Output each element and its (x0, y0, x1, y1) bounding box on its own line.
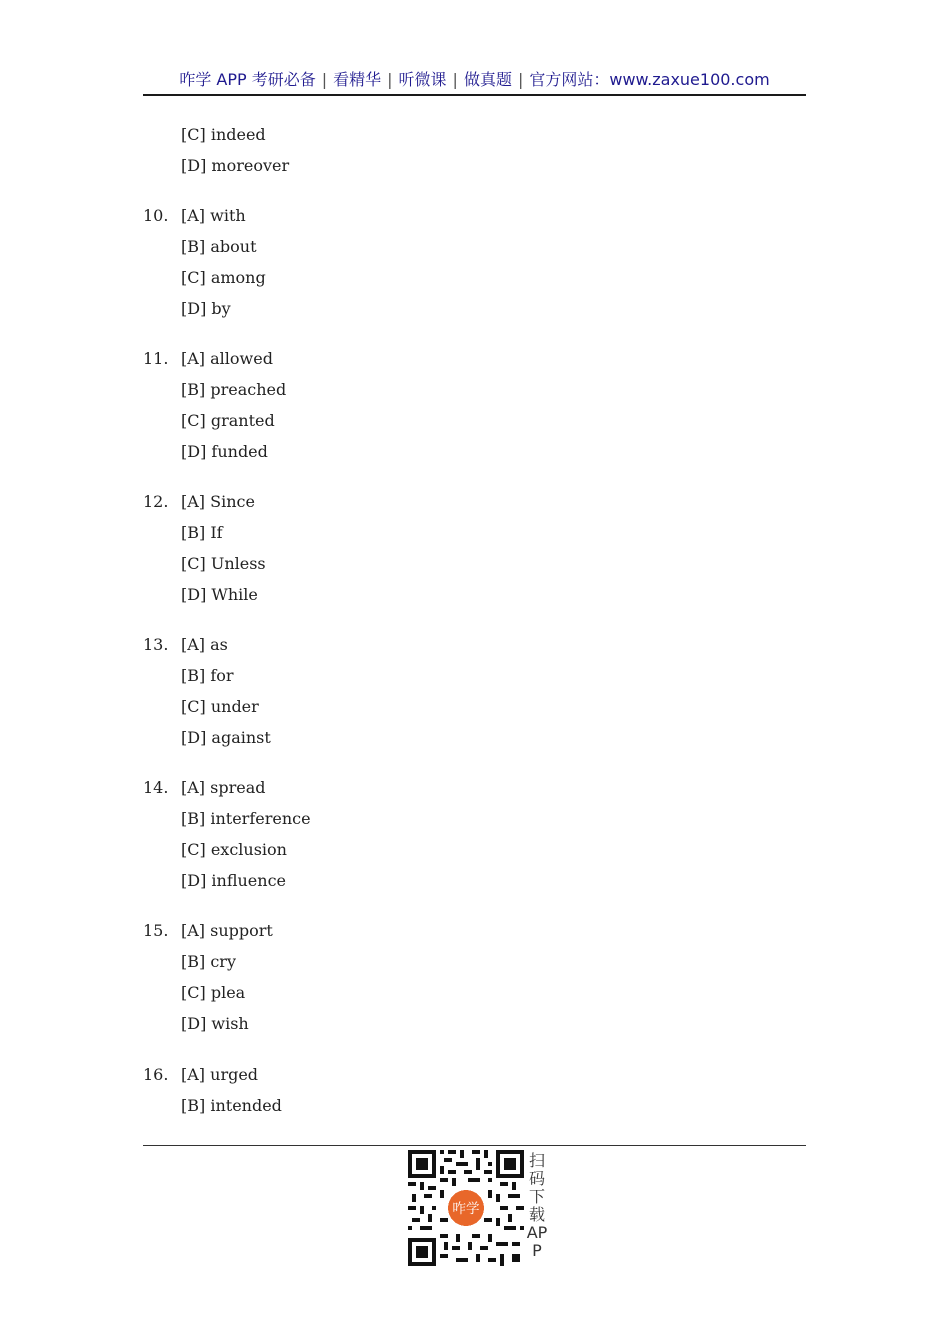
qr-caption: 扫码下载APP (526, 1151, 548, 1260)
option-letter: [B] (181, 1096, 206, 1115)
header-item-real-exams: 做真题 (463, 70, 512, 89)
option-text: granted (210, 411, 275, 430)
option-text: among (210, 268, 266, 287)
option-letter: [D] (181, 728, 207, 747)
option-letter: [B] (181, 237, 206, 256)
option-text: indeed (210, 125, 266, 144)
header-separator: | (517, 70, 524, 89)
option-text: spread (210, 778, 266, 797)
option-text: Since (210, 492, 255, 511)
option-letter: [D] (181, 299, 207, 318)
option-letter: [D] (181, 156, 207, 175)
option-text: about (210, 237, 257, 256)
option-letter: [B] (181, 809, 206, 828)
option-text: as (210, 635, 228, 654)
option-text: moreover (211, 156, 290, 175)
option-text: exclusion (210, 840, 287, 859)
option-letter: [D] (181, 871, 207, 890)
option-letter: [B] (181, 666, 206, 685)
option-letter: [B] (181, 380, 206, 399)
option-letter: [C] (181, 697, 206, 716)
option-text: Unless (210, 554, 266, 573)
option-text: cry (210, 952, 236, 971)
option-text: preached (210, 380, 287, 399)
footer-divider (143, 1145, 806, 1146)
logo-text: 咋学 (452, 1201, 480, 1218)
option-text: funded (211, 442, 268, 461)
qr-code-icon[interactable] (408, 1150, 524, 1266)
option-text: influence (211, 871, 287, 890)
option-letter: [A] (181, 206, 206, 225)
option-letter: [A] (181, 349, 206, 368)
option-text: intended (210, 1096, 282, 1115)
question-number: 11. (143, 349, 169, 368)
option-letter: [D] (181, 585, 207, 604)
option-text: wish (211, 1014, 249, 1033)
question-number: 14. (143, 778, 169, 797)
question-number: 15. (143, 921, 169, 940)
question-number: 13. (143, 635, 169, 654)
option-text: under (210, 697, 259, 716)
header-item-highlights: 看精华 (333, 70, 382, 89)
header-site-url[interactable]: www.zaxue100.com (609, 70, 770, 89)
option-letter: [C] (181, 840, 206, 859)
option-text: allowed (210, 349, 273, 368)
option-letter: [C] (181, 554, 206, 573)
option-letter: [A] (181, 921, 206, 940)
header-separator: | (452, 70, 458, 89)
option-letter: [A] (181, 635, 206, 654)
option-text: interference (210, 809, 311, 828)
page-header (143, 66, 806, 96)
option-text: with (210, 206, 246, 225)
header-separator: | (321, 70, 328, 89)
question-number: 16. (143, 1065, 169, 1084)
option-text: support (210, 921, 273, 940)
option-text: against (211, 728, 271, 747)
question-number: 10. (143, 206, 169, 225)
option-letter: [C] (181, 983, 206, 1002)
question-number: 12. (143, 492, 169, 511)
option-text: If (210, 523, 223, 542)
option-letter: [C] (181, 125, 206, 144)
option-letter: [C] (181, 411, 206, 430)
option-letter: [A] (181, 1065, 206, 1084)
header-brand: 咋学 APP 考研必备 (179, 70, 316, 89)
option-letter: [B] (181, 952, 206, 971)
option-letter: [D] (181, 1014, 207, 1033)
option-text: While (211, 585, 258, 604)
option-text: by (211, 299, 231, 318)
header-site-label: 官方网站： (529, 70, 610, 89)
option-letter: [A] (181, 778, 206, 797)
option-text: plea (210, 983, 246, 1002)
option-text: urged (210, 1065, 259, 1084)
header-item-microlessons: 听微课 (398, 70, 447, 89)
header-separator: | (387, 70, 393, 89)
option-letter: [D] (181, 442, 207, 461)
option-letter: [B] (181, 523, 206, 542)
option-letter: [A] (181, 492, 206, 511)
option-text: for (210, 666, 234, 685)
option-letter: [C] (181, 268, 206, 287)
